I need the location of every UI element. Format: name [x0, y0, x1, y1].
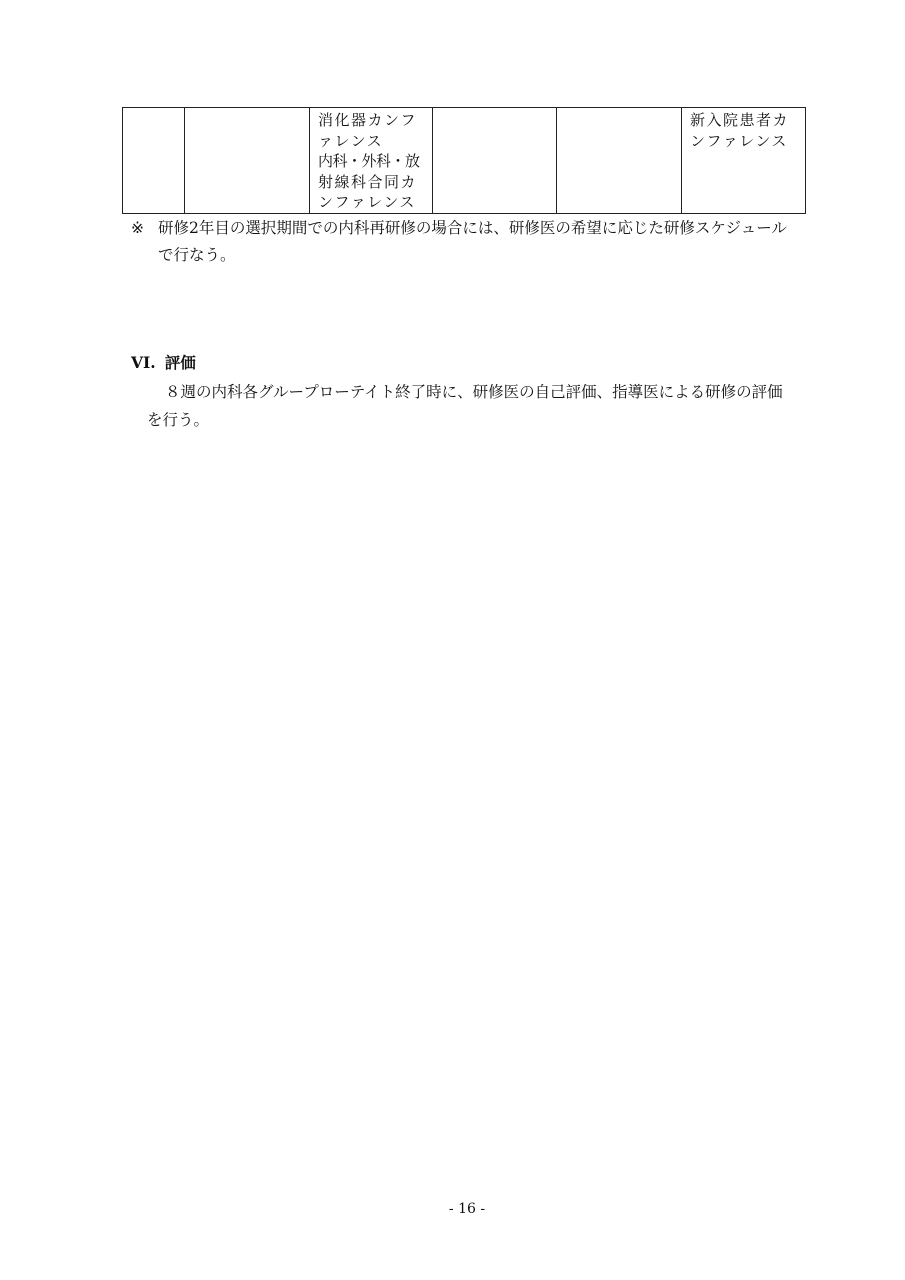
table-cell-new-patient-conference [682, 108, 806, 214]
cell-line: 射線科合同カ [318, 172, 418, 191]
table-row [123, 108, 806, 214]
cell-line: 消化器カンフ [318, 111, 418, 129]
paragraph-line: を行う。 [147, 411, 210, 429]
note [158, 215, 805, 269]
table-cell [185, 108, 310, 214]
schedule-table [122, 107, 806, 214]
table-cell [433, 108, 557, 214]
table-cell-conference [310, 108, 433, 214]
section-number: VI. [131, 353, 156, 372]
page-number: - 16 - [448, 1201, 486, 1217]
cell-line: 内科・外科・放 [318, 152, 420, 170]
table-cell [557, 108, 682, 214]
cell-line: ンファレンス [318, 193, 416, 211]
cell-line: ァレンス [318, 131, 384, 150]
note-line: 研修2年目の選択期間での内科再研修の場合には、研修医の希望に応じた研修スケジュール [158, 219, 787, 237]
section-title: 評価 [164, 353, 196, 372]
cell-line: ンファレンス [690, 131, 788, 150]
cell-line: 新入院患者カ [690, 111, 790, 129]
section-paragraph [147, 378, 805, 434]
section-heading [131, 350, 196, 376]
note-mark: ※ [131, 219, 144, 237]
table-cell [123, 108, 185, 214]
paragraph-line: ８週の内科各グループローテイト終了時に、研修医の自己評価、指導医による研修の評価 [165, 383, 783, 401]
note-line: で行なう。 [158, 246, 236, 264]
